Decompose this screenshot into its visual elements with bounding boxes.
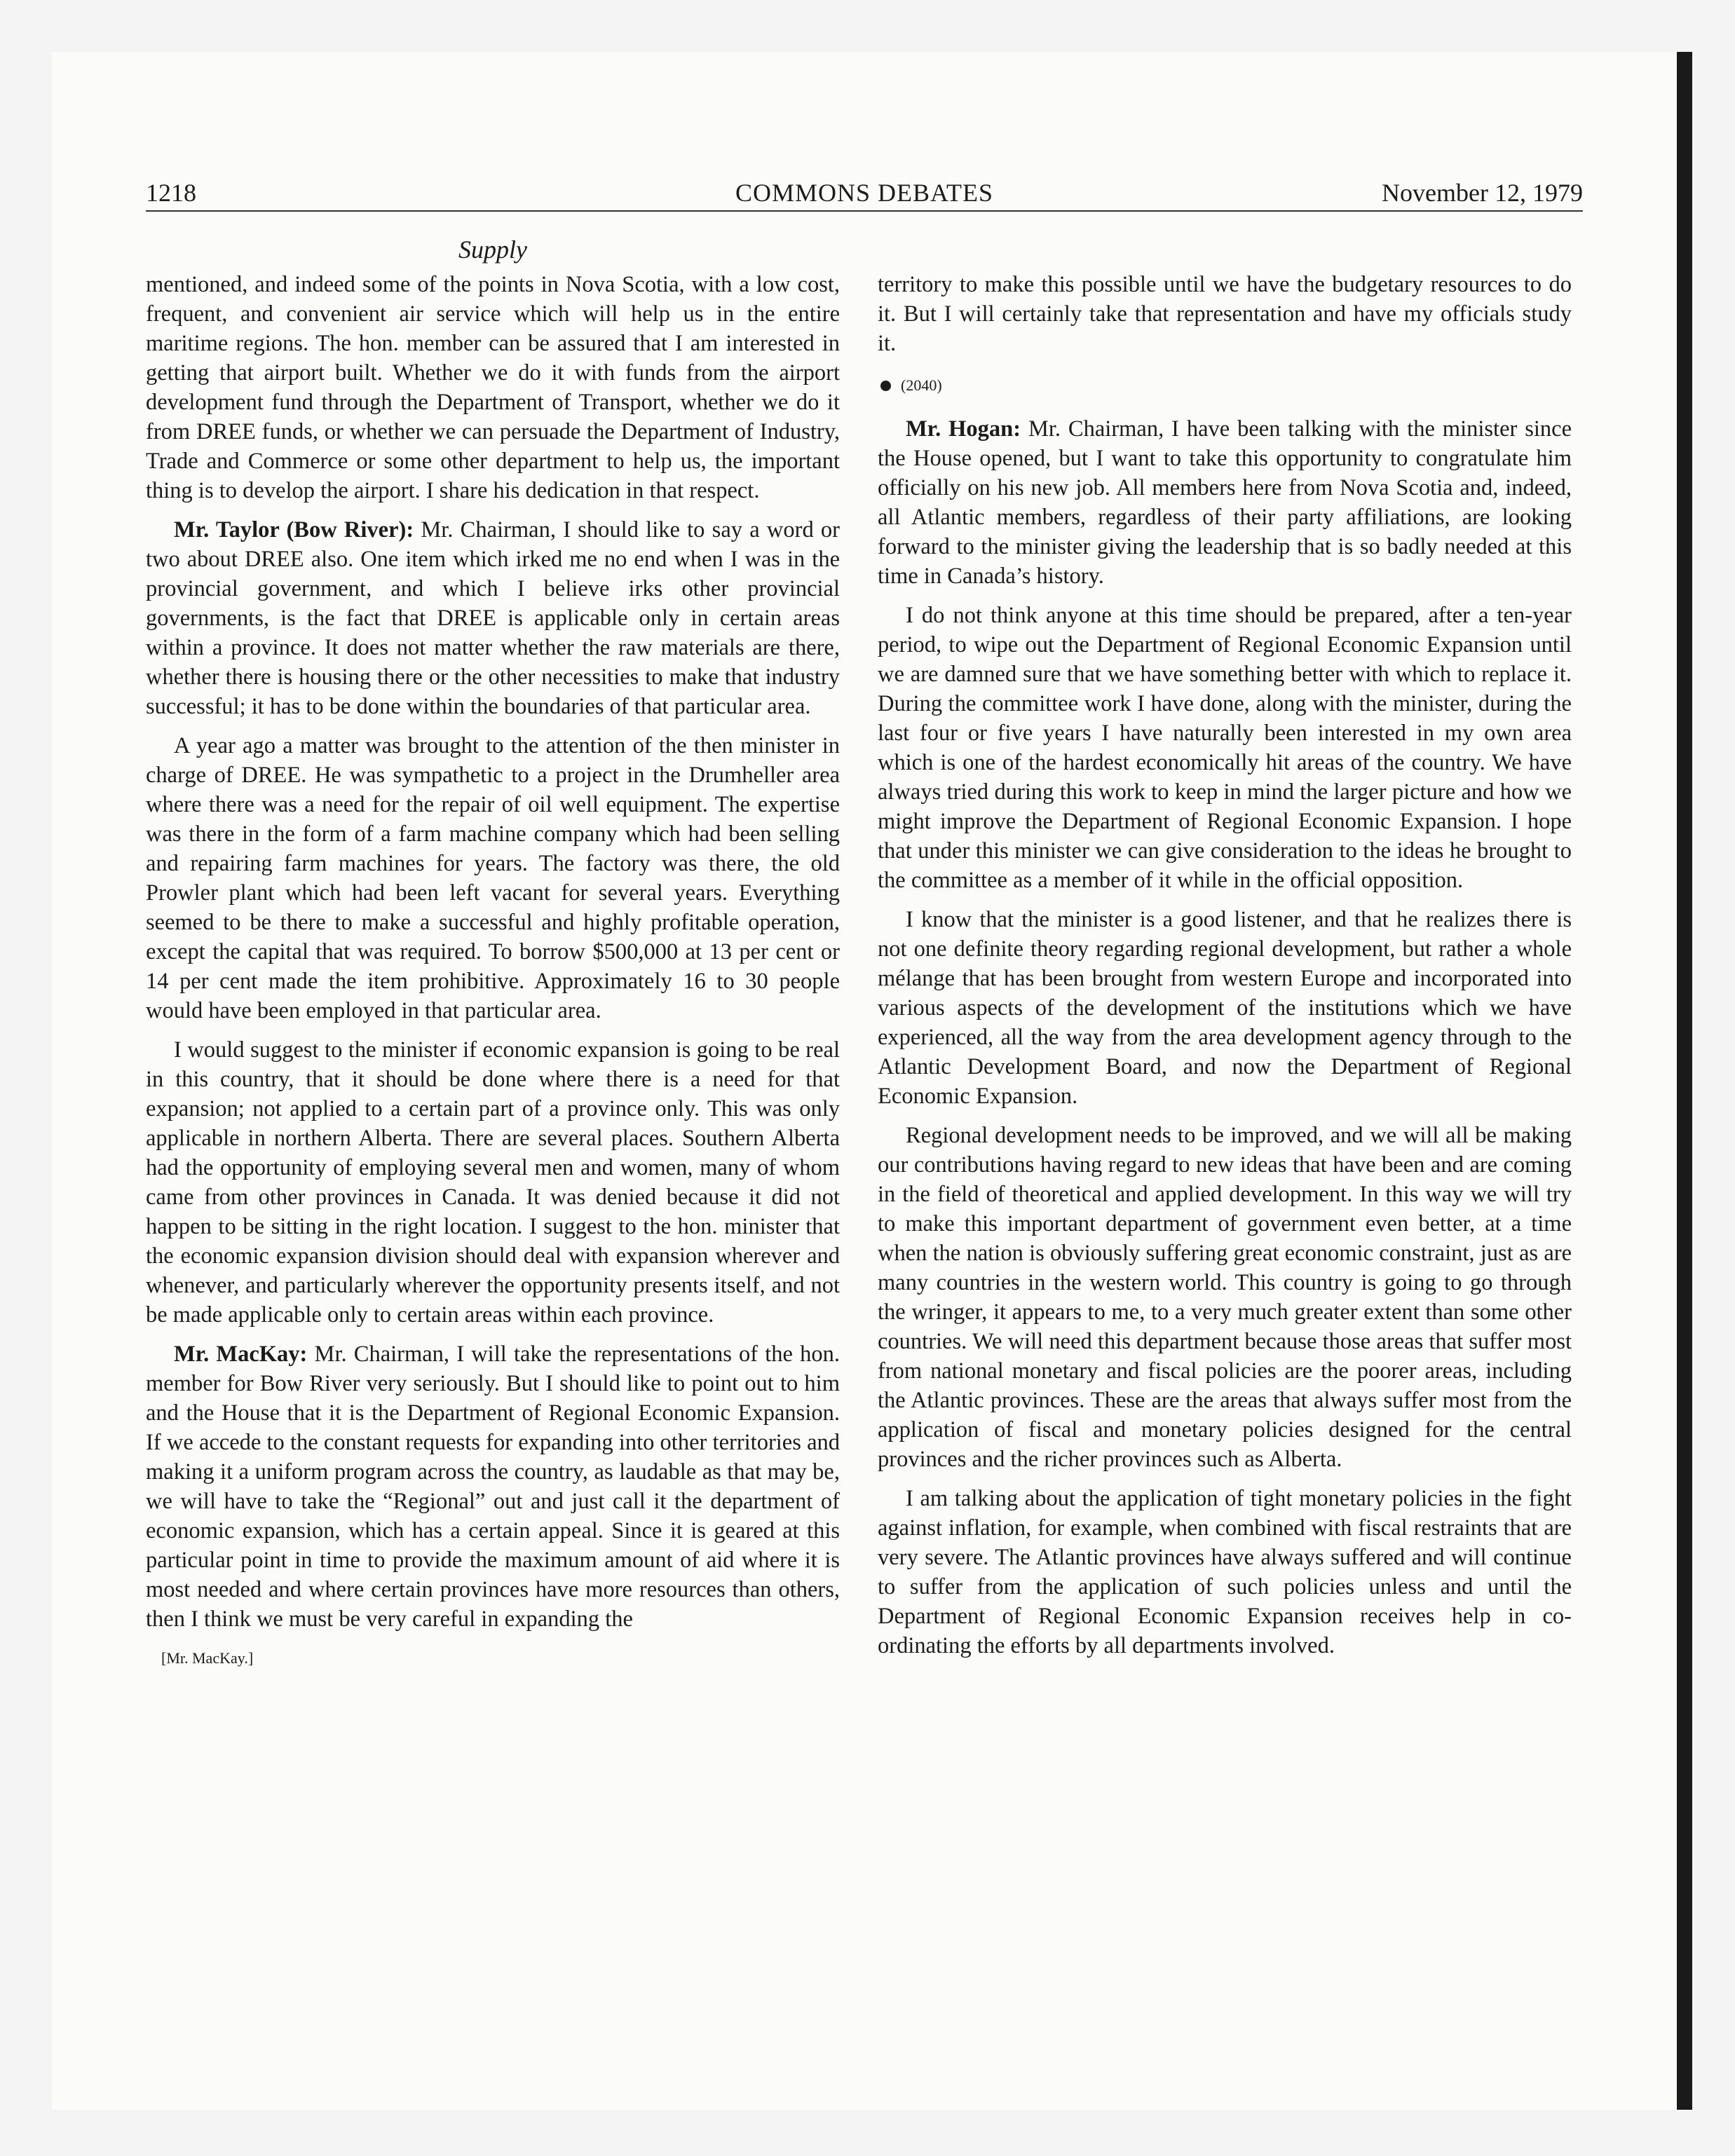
paragraph: A year ago a matter was brought to the attention of the then minister in charge of DREE. He was sympathetic to a project in the Drumheller area where there was a need for the repair of oil well equipment. The expertise was there in the form of a farm machine company which had been selling and repairing farm machines for years. The factory was there, the old Prowler plant which had been left vacant for several years. Everything seemed to be there to make a successful and highly profitable operation, except the capital that was required. To borrow $500,000 at 13 per cent or 14 per cent made the item prohibitive. Approximately 16 to 30 people would have been employed in that particular area. (146, 733, 840, 1023)
paragraph: I would suggest to the minister if economic expansion is going to be real in this country, that it should be done where there is a need for that expansion; not applied to a certain part of a province only. This was only applicable in northern Alberta. There are several places. Southern Alberta had the opportunity of employing several men and women, many of whom came from other provinces in Canada. It was denied because it did not happen to be sitting in the right location. I suggest to the hon. minister that the economic expansion division should deal with expansion wherever and whenever, and particularly wherever the opportunity presents itself, and not be made applicable only to certain areas within each province. (146, 1037, 840, 1328)
right-column (878, 270, 1572, 1670)
page-number: 1218 (146, 179, 196, 207)
paragraph: territory to make this possible until we have the budgetary resources to do it. But I will certainly take that representation and have my officials study it. (878, 272, 1572, 356)
paragraph: I do not think anyone at this time should be prepared, after a ten-year period, to wipe out the Department of Regional Economic Expansion until we are damned sure that we have something better with which to replace it. During the committee work I have done, along with the minister, during the last four or five years I have naturally been interested in my own area which is one of the hardest economically hit areas of the country. We have always tried during this work to keep in mind the larger picture and how we might improve the Department of Regional Economic Expansion. I hope that under this minister we can give consideration to the ideas he brought to the committee as a member of it while in the official opposition. (878, 603, 1572, 893)
speaker-name: Mr. Hogan: (906, 416, 1021, 442)
paragraph: I know that the minister is a good listener, and that he realizes there is not one definite theory regarding regional development, but rather a whole mélange that has been brought from western Europe and incorporated into various aspects of the development of the institutions which we have experienced, all the way from the area development agency through to the Atlantic Development Board, and now the Department of Regional Economic Expansion. (878, 907, 1572, 1109)
speaker-footnote: [Mr. MacKay.] (161, 1649, 254, 1667)
paragraph (146, 1339, 840, 1634)
left-column (146, 270, 840, 1669)
paragraph: mentioned, and indeed some of the points in Nova Scotia, with a low cost, frequent, and convenient air service which will help us in the entire maritime regions. The hon. member can be assured that I am interested in getting that airport built. Whether we do it with funds from the airport development fund through the Department of Transport, whether we do it from DREE funds, or whether we can persuade the Department of Industry, Trade and Commerce or some other department to help us, the important thing is to develop the airport. I share his dedication in that respect. (146, 272, 840, 503)
section-heading: Supply (458, 236, 527, 264)
speech-text: Mr. Chairman, I have been talking with the minister since the House opened, but I want to take this opportunity to congratulate him officially on his new job. All members here from Nova Scotia and, indeed, all Atlantic members, regardless of their party affiliations, are looking forward to the minister giving the leadership that is so badly needed at this time in Canada’s history. (878, 416, 1572, 589)
bullet-icon (880, 381, 891, 391)
time-marker (878, 375, 1572, 396)
scan-edge-bar (1677, 52, 1692, 2110)
publication-title: COMMONS DEBATES (735, 179, 994, 207)
publication-date: November 12, 1979 (1382, 179, 1583, 207)
speech-text: Mr. Chairman, I will take the representations of the hon. member for Bow River very seriously. But I should like to point out to him and the House that it is the Department of Regional Economic Expansion. If we accede to the constant requests for expanding into other territories and making it a uniform program across the country, as laudable as that may be, we will have to take the “Regional” out and just call it the department of economic expansion, which has a certain appeal. Since it is geared at this particular point in time to provide the maximum amount of aid where it is most needed and where certain provinces have more resources than others, then I think we must be very careful in expanding the (146, 1342, 840, 1632)
paragraph (878, 414, 1572, 591)
time-marker-text: (2040) (901, 376, 942, 394)
paragraph: Regional development needs to be improved, and we will all be making our contributions having regard to new ideas that have been and are coming in the field of theoretical and applied development. In this way we will try to make this important department of government even better, at a time when the nation is obviously suffering great economic constraint, just as are many countries in the western world. This country is going to go through the wringer, it appears to me, to a very much greater extent than some other countries. We will need this department because those areas that suffer most from national monetary and fiscal policies are the poorer areas, including the Atlantic provinces. These are the areas that always suffer most from the application of fiscal and monetary policies designed for the central provinces and the richer provinces such as Alberta. (878, 1123, 1572, 1472)
speaker-name: Mr. Taylor (Bow River): (174, 517, 414, 543)
page-header (146, 175, 1583, 210)
paragraph: I am talking about the application of tight monetary policies in the fight against inflation, for example, when combined with fiscal restraints that are very severe. The Atlantic provinces have always suffered and will continue to suffer from the application of such policies unless and until the Department of Regional Economic Expansion receives help in co-ordinating the efforts by all departments involved. (878, 1486, 1572, 1658)
speech-text: Mr. Chairman, I should like to say a word or two about DREE also. One item which irked me no end when I was in the provincial government, and which I believe irks other provincial governments, is the fact that DREE is applicable only in certain areas within a province. It does not matter whether the raw materials are there, whether there is housing there or the other necessities to make that industry successful; it has to be done within the boundaries of that particular area. (146, 517, 840, 719)
speaker-name: Mr. MacKay: (174, 1342, 308, 1367)
paragraph (146, 515, 840, 721)
header-rule (146, 210, 1583, 212)
